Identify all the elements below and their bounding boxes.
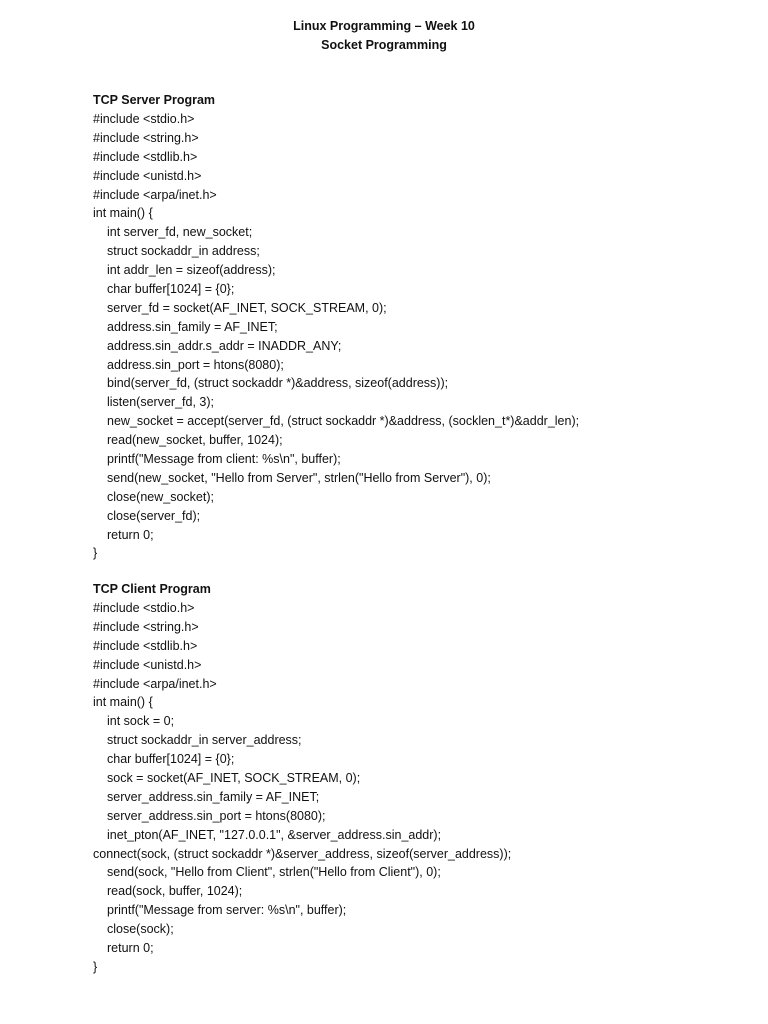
code-line: struct sockaddr_in address; (107, 244, 260, 259)
client-code-block (93, 599, 733, 977)
code-line: listen(server_fd, 3); (107, 395, 214, 410)
code-line: connect(sock, (struct sockaddr *)&server_address, sizeof(server_address)); (93, 846, 512, 861)
code-line: int server_fd, new_socket; (107, 225, 253, 240)
code-line: bind(server_fd, (struct sockaddr *)&address, sizeof(address)); (107, 376, 449, 391)
code-line: int sock = 0; (107, 714, 175, 729)
code-line: new_socket = accept(server_fd, (struct sockaddr *)&address, (socklen_t*)&addr_len); (107, 414, 580, 429)
code-line: server_fd = socket(AF_INET, SOCK_STREAM, 0); (107, 300, 387, 315)
server-program-section (93, 91, 733, 563)
code-line: } (93, 546, 98, 561)
code-line: #include <unistd.h> (93, 657, 202, 672)
code-line: address.sin_addr.s_addr = INADDR_ANY; (107, 338, 342, 353)
code-line: server_address.sin_port = htons(8080); (107, 808, 326, 823)
code-line: address.sin_port = htons(8080); (107, 357, 284, 372)
code-line: read(new_socket, buffer, 1024); (107, 433, 283, 448)
code-line: #include <arpa/inet.h> (93, 187, 217, 202)
code-line: #include <unistd.h> (93, 168, 202, 183)
server-program-heading: TCP Server Program (93, 93, 216, 107)
code-line: } (93, 959, 98, 974)
code-line: #include <stdlib.h> (93, 638, 198, 653)
client-program-heading: TCP Client Program (93, 582, 211, 596)
code-line: address.sin_family = AF_INET; (107, 319, 278, 334)
code-line: close(new_socket); (107, 489, 214, 504)
code-line: printf("Message from server: %s\n", buffer); (107, 903, 347, 918)
code-line: #include <string.h> (93, 619, 199, 634)
document-header (0, 17, 768, 55)
server-code-block (93, 110, 733, 563)
code-line: printf("Message from client: %s\n", buffer); (107, 452, 341, 467)
code-line: sock = socket(AF_INET, SOCK_STREAM, 0); (107, 771, 361, 786)
code-line: close(sock); (107, 922, 174, 937)
code-line: close(server_fd); (107, 508, 201, 523)
document-title: Linux Programming – Week 10 (293, 19, 475, 33)
code-line: #include <stdio.h> (93, 112, 195, 126)
code-line: read(sock, buffer, 1024); (107, 884, 243, 899)
code-line: #include <stdio.h> (93, 601, 195, 615)
code-line: int main() { (93, 206, 153, 221)
code-line: send(new_socket, "Hello from Server", strlen("Hello from Server"), 0); (107, 470, 491, 485)
code-line: server_address.sin_family = AF_INET; (107, 789, 320, 804)
code-line: #include <string.h> (93, 130, 199, 145)
code-line: return 0; (107, 941, 154, 956)
code-line: char buffer[1024] = {0}; (107, 282, 235, 297)
code-line: #include <stdlib.h> (93, 149, 198, 164)
code-line: send(sock, "Hello from Client", strlen("Hello from Client"), 0); (107, 865, 441, 880)
code-line: int addr_len = sizeof(address); (107, 263, 276, 278)
code-line: #include <arpa/inet.h> (93, 676, 217, 691)
code-line: int main() { (93, 695, 153, 710)
client-program-section (93, 580, 733, 977)
code-line: struct sockaddr_in server_address; (107, 733, 302, 748)
code-line: char buffer[1024] = {0}; (107, 752, 235, 767)
code-line: return 0; (107, 527, 154, 542)
document-subtitle: Socket Programming (321, 38, 447, 52)
code-line: inet_pton(AF_INET, "127.0.0.1", &server_address.sin_addr); (107, 827, 442, 842)
